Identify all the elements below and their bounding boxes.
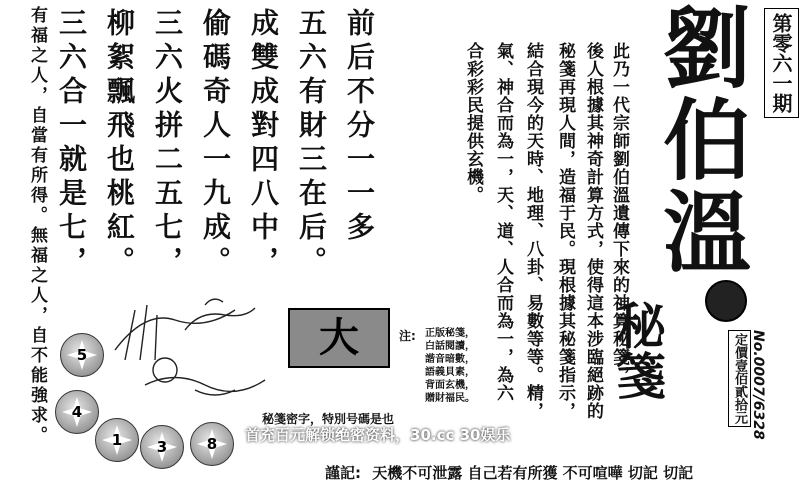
big-char-box [288,308,390,368]
poem-line-5: 三六火拼二五七， [151,8,184,280]
number-pill-8: 8 [190,422,234,466]
number-pill-4: 4 [55,390,99,434]
price-label: 定價壹佰貳拾元 [728,330,751,427]
note-line: 贈財福民。 [425,393,475,404]
big-char: 大 [319,315,359,361]
note-line: 白話閱讀， [425,341,475,352]
serial-number: No.0007/6328 [750,330,766,440]
number-pill-3: 3 [140,425,184,469]
watermark: 首充百元解锁绝密资料，30.cc 30娱乐 [245,426,511,444]
caption: 秘箋密字，特別号碼是也 [262,412,395,426]
number-pill-1: 1 [95,418,139,462]
intro-line-5: 氣、神合而為一，天、道、人合而為一，為六 [493,42,513,402]
poem-line-4: 偷碼奇人一九成。 [199,8,232,280]
side-blessing-text: 有福之人，自當有所得。無福之人，自不能強求。 [27,6,47,446]
footer [325,462,693,483]
note-list [425,327,475,405]
note-line: 語義貝素， [425,367,475,378]
poem-line-7: 三六合一就是七， [55,8,88,280]
sketch-illustration [105,290,275,420]
intro-line-3: 秘箋再現人間，造福于民。現根據其秘箋指示， [555,42,575,420]
intro-line-6: 合彩彩民提供玄機。 [463,42,483,204]
note-line: 正版秘箋， [425,328,475,339]
intro-line-2: 後人根據其神奇計算方式，使得這本涉臨絕跡的 [583,42,603,420]
poem-line-6: 柳絮飄飛也桃紅。 [103,8,136,280]
poem-line-1: 前后不分一一多 [343,8,376,246]
number-pill-5: 5 [60,333,104,377]
footer-text: 天機不可泄露 自己若有所獲 不可喧嘩 切記 切記 [372,464,694,482]
intro-line-4: 結合現今的天時、地理、八卦、易數等等。精， [523,42,543,420]
footer-label: 謹記: [325,464,361,482]
poem-line-2: 五六有財三在后。 [295,8,328,280]
note-line: 諧音暗數， [425,354,475,365]
issue-number: 第零六一期 [764,8,799,118]
note-line: 背面玄機， [425,380,475,391]
poem-line-3: 成雙成對四八中， [247,8,280,280]
sub-title: 秘箋 [608,300,666,400]
intro-line-1: 此乃一代宗師劉伯溫遺傳下來的神算秘箋， [609,42,629,384]
note-label: 注: [399,329,416,343]
main-title: 劉伯溫 [649,2,752,278]
seal-icon [705,280,747,322]
